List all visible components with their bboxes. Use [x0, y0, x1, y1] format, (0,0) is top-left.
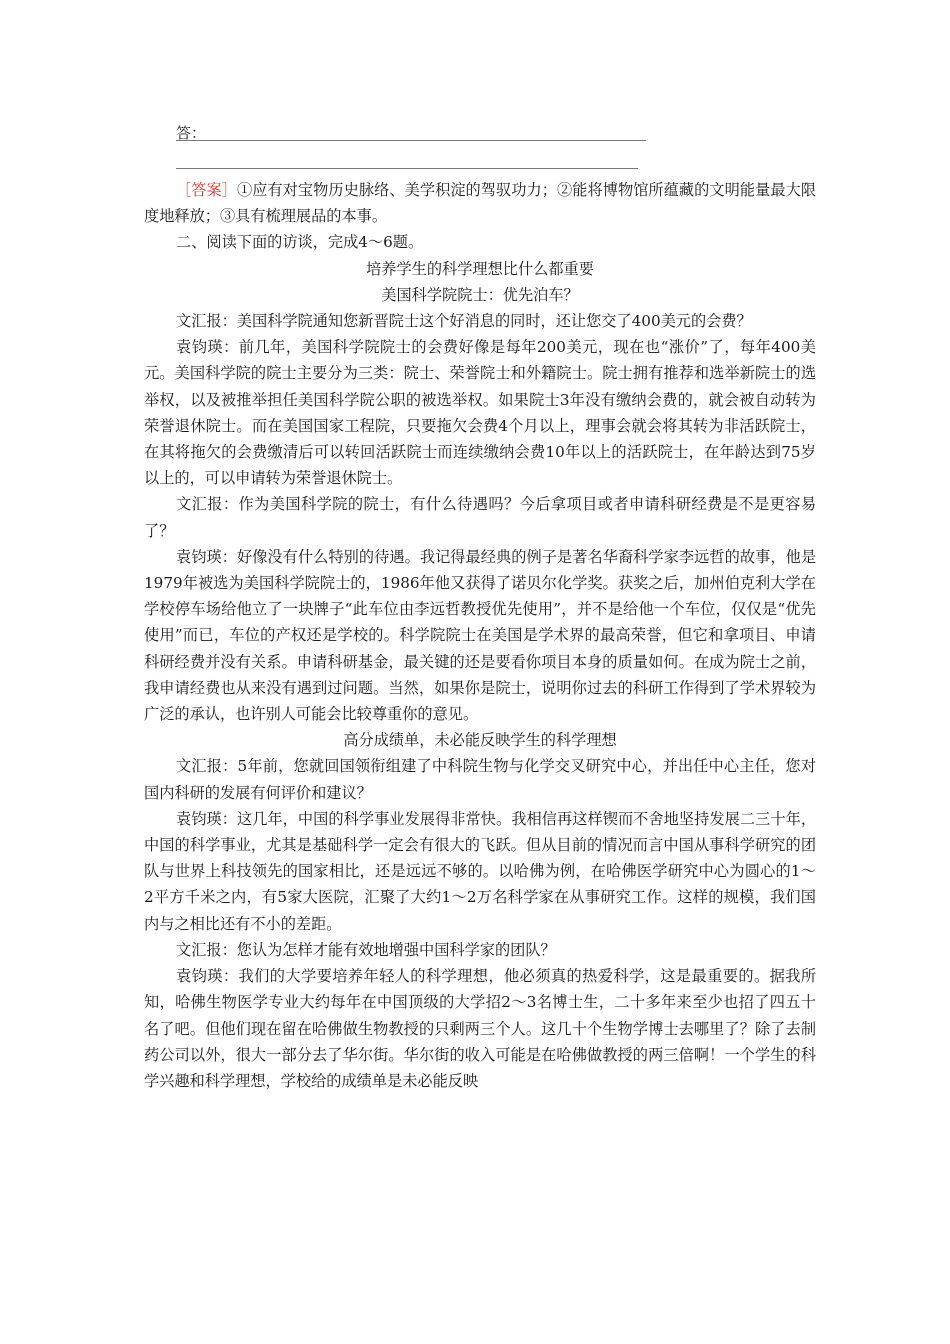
paragraph: 袁钧瑛：这几年，中国的科学事业发展得非常快。我相信再这样锲而不舍地坚持发展二三十年，中国的科学事业，尤其是基础科学一定会有很大的飞跃。但从目前的情况而言中国从事科学研究的团队与世界上科技领先的国家相比，还是远远不够的。以哈佛为例，在哈佛医学研究中心为圆心的1～2平方千米之内，有5家大医院，汇聚了大约1～2万名科学家在从事研究工作。这样的规模，我们国内与之相比还有不小的差距。 [144, 809, 816, 933]
paragraph: 文汇报：作为美国科学院的院士，有什么待遇吗？今后拿项目或者申请科研经费是不是更容易了？ [144, 495, 816, 540]
document-body [144, 177, 816, 1094]
section-instruction: 二、阅读下面的访谈，完成4～6题。 [176, 233, 424, 252]
answer-area [144, 114, 816, 144]
subtitle: 美国科学院院士：优先泊车？ [381, 285, 579, 304]
answer-key [144, 177, 816, 229]
paragraph: 袁钧瑛：前几年，美国科学院院士的会费好像是每年200美元，现在也“涨价”了，每年400美元。美国科学院的院士主要分为三类：院士、荣誉院士和外籍院士。院士拥有推荐和选举新院士的选举权，以及被推举担任美国科学院公职的被选举权。如果院士3年没有缴纳会费的，就会被自动转为荣誉退休院士。而在美国国家工程院，只要拖欠会费4个月以上，理事会就会将其转为非活跃院士，在其将拖欠的会费缴清后可以转回活跃院士而连续缴纳会费10年以上的活跃院士，在年龄达到75岁以上的，可以申请转为荣誉退休院士。 [144, 338, 816, 488]
paragraph: 文汇报：您认为怎样才能有效地增强中国科学家的团队？ [176, 940, 556, 959]
answer-text: ①应有对宝物历史脉络、美学积淀的驾驭功力；②能将博物馆所蕴藏的文明能量最大限度地释放；③具有梳理展品的本事。 [144, 181, 817, 226]
article-title: 培养学生的科学理想比什么都重要 [366, 259, 594, 278]
answer-prompt: 答： [176, 124, 207, 142]
document-page [144, 114, 817, 1090]
answer-tag: ［答案］ [176, 181, 237, 199]
paragraph: 文汇报：5年前，您就回国领衔组建了中科院生物与化学交叉研究中心，并出任中心主任，您对国内科研的发展有何评价和建议？ [144, 757, 816, 802]
paragraph: 袁钧瑛：好像没有什么特别的待遇。我记得最经典的例子是著名华裔科学家李远哲的故事，他是1979年被选为美国科学院院士的，1986年他又获得了诺贝尔化学奖。获奖之后，加州伯克利大学在学校停车场给他立了一块牌子“此车位由李远哲教授优先使用”，并不是给他一个车位，仅仅是“优先使用”而已，车位的产权还是学校的。科学院院士在美国是学术界的最高荣誉，但它和拿项目、申请科研经费并没有关系。申请科研基金，最关键的还是要看你项目本身的质量如何。在成为院士之前，我申请经费也从来没有遇到过问题。当然，如果你是院士，说明你过去的科研工作得到了学术界较为广泛的承认，也许别人可能会比较尊重你的意见。 [144, 547, 816, 724]
paragraph: 袁钧瑛：我们的大学要培养年轻人的科学理想，他必须真的热爱科学，这是最重要的。据我所知，哈佛生物医学专业大约每年在中国顶级的大学招2～3名博士生，二十多年来至少也招了四五十名了吧。但他们现在留在哈佛做生物教授的只剩两三个人。这几十个生物学博士去哪里了？除了去制药公司以外，很大一部分去了华尔街。华尔街的收入可能是在哈佛做教授的两三倍啊！一个学生的科学兴趣和科学理想，学校给的成绩单是未必能反映 [144, 967, 816, 1090]
answer-line [176, 168, 638, 169]
answer-line [176, 140, 646, 141]
subtitle: 高分成绩单，未必能反映学生的科学理想 [343, 731, 617, 750]
paragraph: 文汇报：美国科学院通知您新晋院士这个好消息的同时，还让您交了400美元的会费？ [176, 312, 752, 331]
